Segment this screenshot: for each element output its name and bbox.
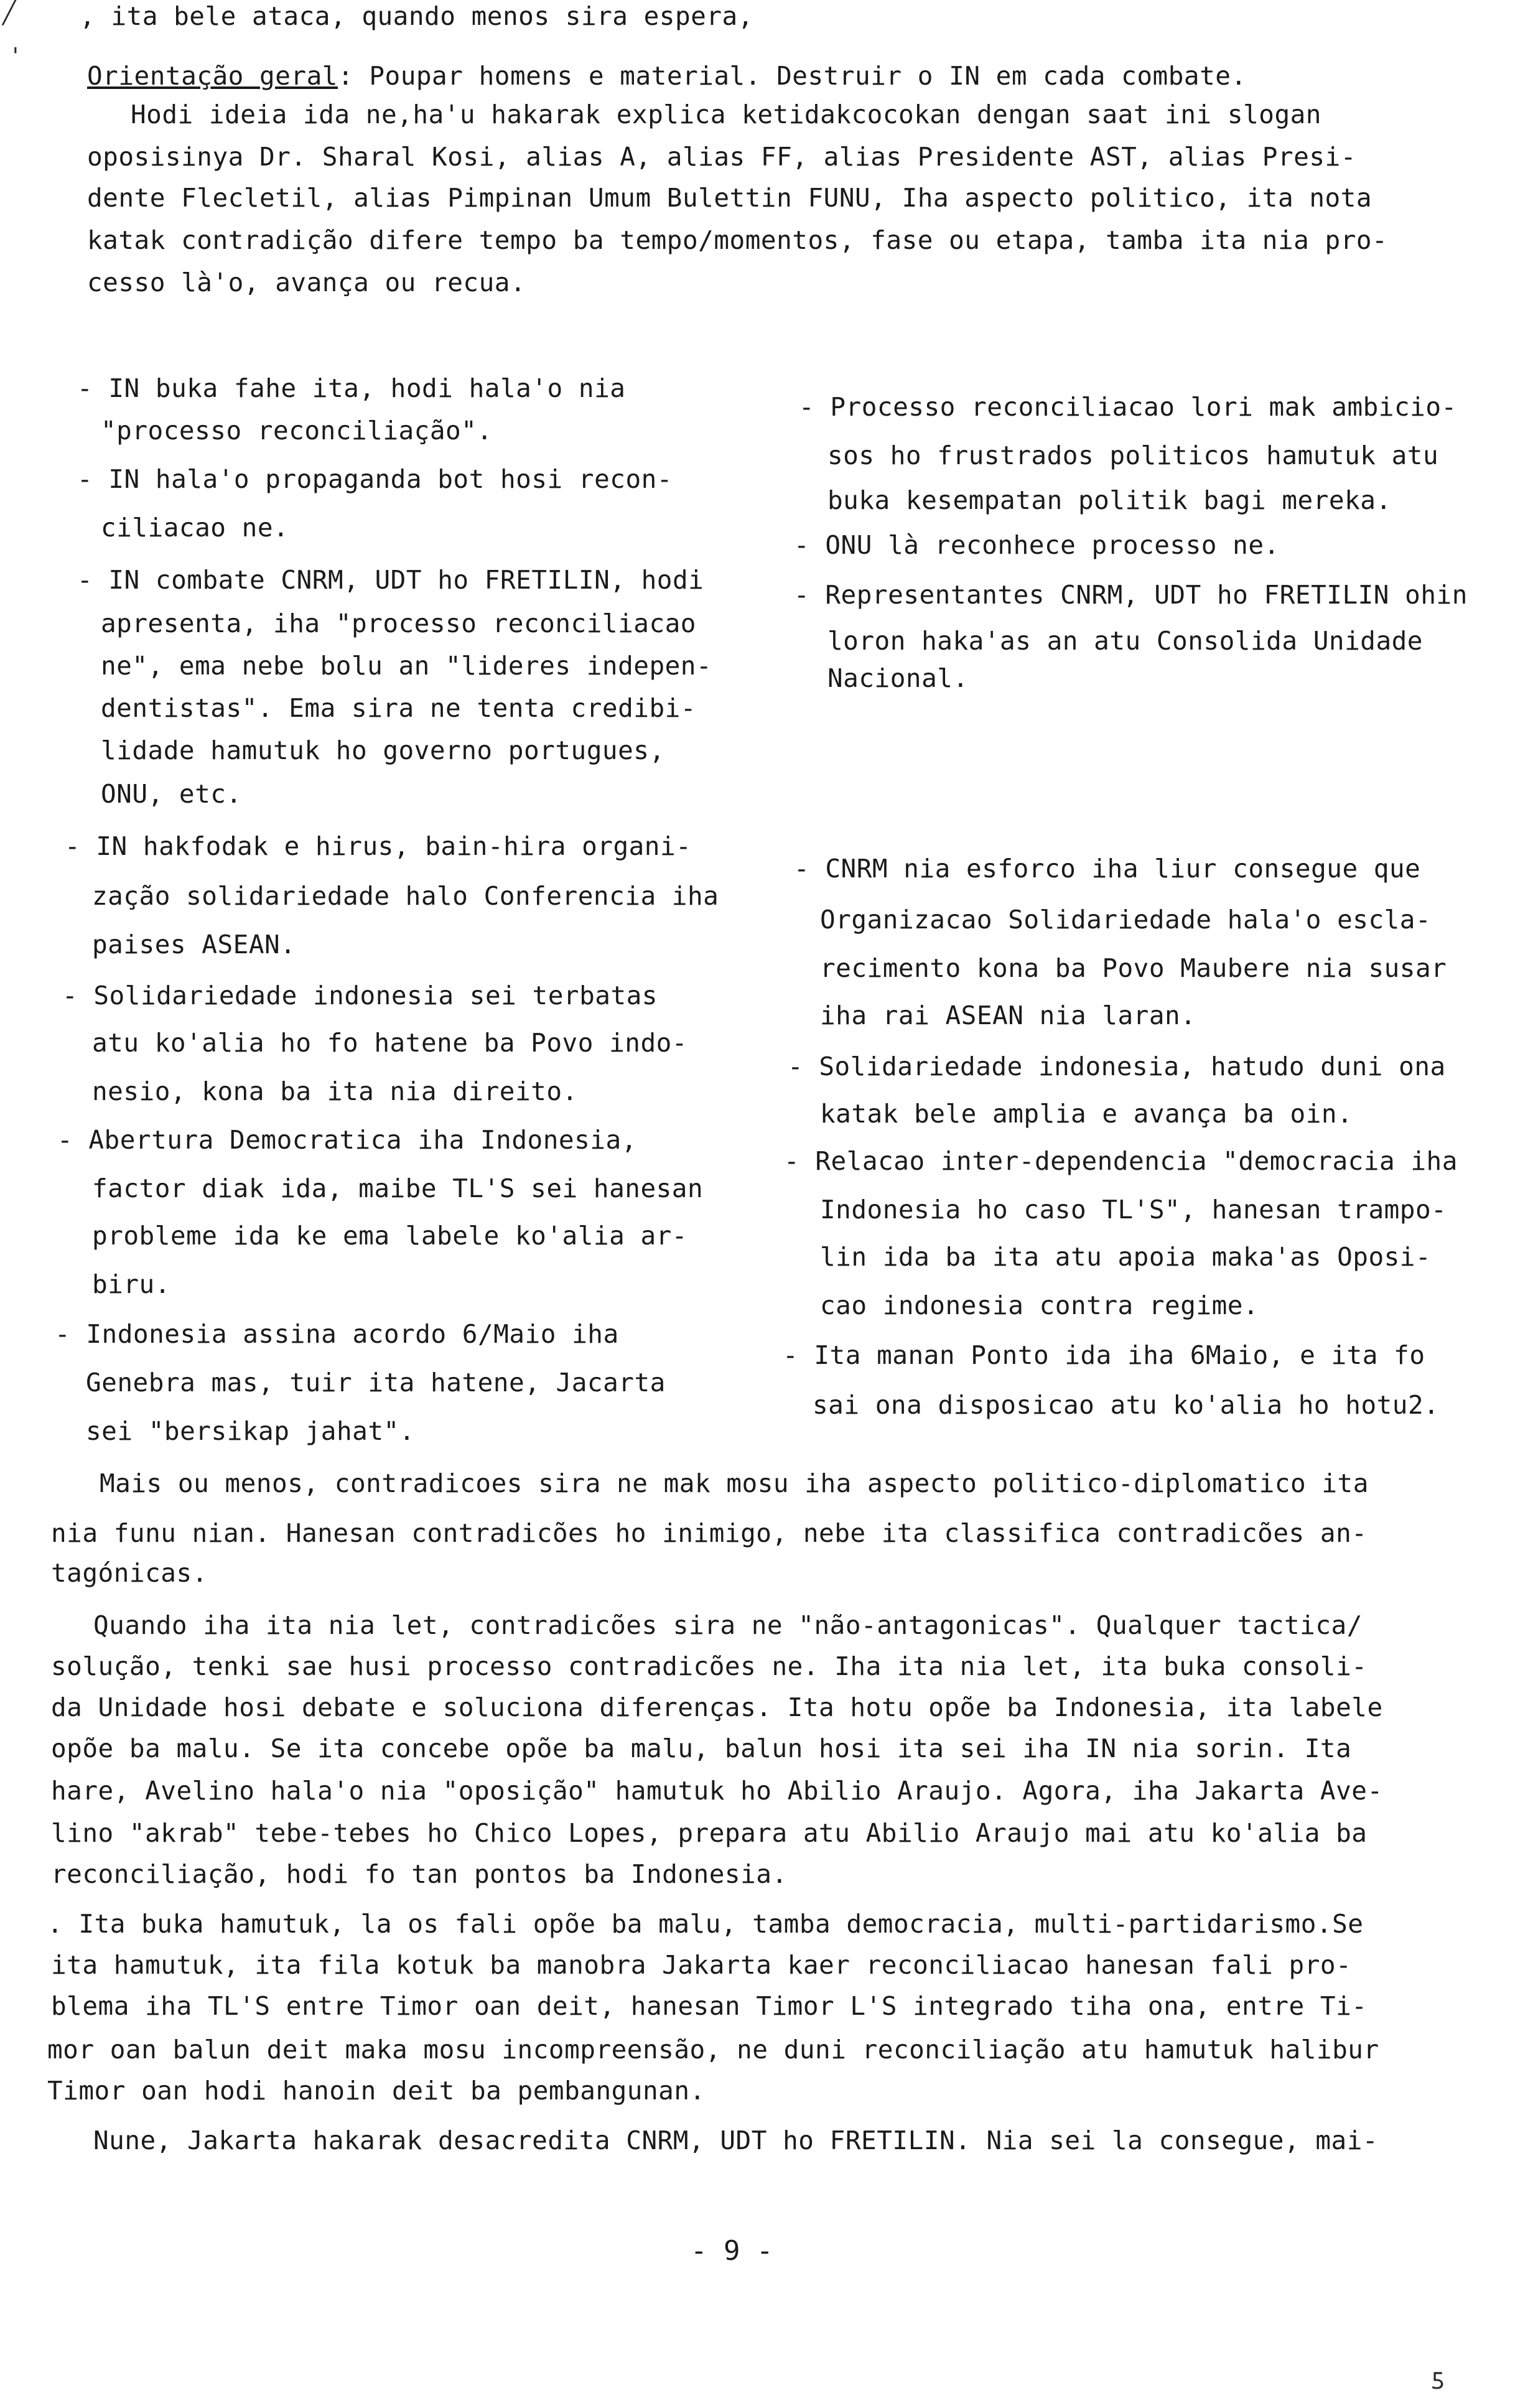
right-column-line: katak bele amplia e avança ba oin. <box>820 1099 1353 1129</box>
right-column-line: - Relacao inter-dependencia "democracia iha <box>784 1146 1458 1176</box>
left-column-line: Genebra mas, tuir ita hatene, Jacarta <box>86 1368 666 1398</box>
closing-line: mor oan balun deit maka mosu incompreensão, ne duni reconciliação atu hamutuk halibur <box>47 2035 1379 2065</box>
closing-line: Nune, Jakarta hakarak desacredita CNRM, UDT ho FRETILIN. Nia sei la consegue, mai- <box>93 2126 1379 2155</box>
left-column-line: ONU, etc. <box>101 779 242 809</box>
right-column-line: - Ita manan Ponto ida iha 6Maio, e ita fo <box>783 1340 1425 1370</box>
closing-line: blema iha TL'S entre Timor oan deit, hanesan Timor L'S integrado tiha ona, entre Ti- <box>51 1991 1368 2021</box>
left-column-line: - IN combate CNRM, UDT ho FRETILIN, hodi <box>77 565 704 595</box>
closing-line: Timor oan hodi hanoin deit ba pembangunan. <box>47 2076 706 2106</box>
left-column-line: lidade hamutuk ho governo portugues, <box>101 735 665 765</box>
right-column-line: recimento kona ba Povo Maubere nia susar <box>820 953 1447 983</box>
right-column-line: - Processo reconciliacao lori mak ambicio- <box>799 392 1457 422</box>
scan-mark: ƽ <box>1431 2364 1445 2390</box>
closing-line: solução, tenki sae husi processo contradicões ne. Iha ita nia let, ita buka consoli- <box>51 1651 1368 1681</box>
right-column-line: - ONU là reconhece processo ne. <box>794 530 1280 560</box>
scan-mark: ╱ <box>2 0 16 26</box>
left-column-line: - IN hala'o propaganda bot hosi recon- <box>77 464 673 494</box>
intro-line: cesso là'o, avança ou recua. <box>87 268 526 297</box>
intro-line: dente Flecletil, alias Pimpinan Umum Bulettin FUNU, Iha aspecto politico, ita nota <box>87 183 1372 213</box>
left-column-line: ne", ema nebe bolu an "lideres indepen- <box>101 651 712 681</box>
closing-line: ita hamutuk, ita fila kotuk ba manobra Jakarta kaer reconciliacao hanesan fali pro- <box>51 1950 1352 1980</box>
orientation-text: : Poupar homens e material. Destruir o IN em cada combate. <box>337 61 1247 91</box>
left-column-line: - Solidariedade indonesia sei terbatas <box>62 981 658 1010</box>
scan-mark: ' <box>9 44 22 69</box>
left-column-line: ciliacao ne. <box>101 513 289 543</box>
right-column-line: sos ho frustrados politicos hamutuk atu <box>827 441 1439 470</box>
intro-line: oposisinya Dr. Sharal Kosi, alias A, alias FF, alias Presidente AST, alias Presi- <box>87 142 1356 172</box>
right-column-line: Nacional. <box>827 663 969 693</box>
closing-line: opõe ba malu. Se ita concebe opõe ba malu, balun hosi ita sei iha IN nia sorin. Ita <box>51 1734 1352 1763</box>
intro-line: , ita bele ataca, quando menos sira espera, <box>80 1 753 31</box>
right-column-line: - Representantes CNRM, UDT ho FRETILIN ohin <box>794 580 1468 610</box>
left-column-line: paises ASEAN. <box>92 930 296 959</box>
left-column-line: probleme ida ke ema labele ko'alia ar- <box>92 1221 687 1251</box>
right-column-line: - Solidariedade indonesia, hatudo duni ona <box>788 1052 1446 1081</box>
left-column-line: zação solidariedade halo Conferencia iha <box>92 881 719 911</box>
left-column-line: biru. <box>92 1269 170 1299</box>
closing-line: Mais ou menos, contradicoes sira ne mak mosu iha aspecto politico-diplomatico ita <box>100 1468 1369 1498</box>
right-column-line: loron haka'as an atu Consolida Unidade <box>827 626 1423 656</box>
left-column-line: atu ko'alia ho fo hatene ba Povo indo- <box>92 1028 687 1058</box>
intro-line: Hodi ideia ida ne,ha'u hakarak explica ketidakcocokan dengan saat ini slogan <box>131 100 1321 129</box>
left-column-line: apresenta, iha "processo reconciliacao <box>101 609 696 638</box>
left-column-line: - IN hakfodak e hirus, bain-hira organi- <box>65 831 692 861</box>
closing-line: hare, Avelino hala'o nia "oposição" hamutuk ho Abilio Araujo. Agora, iha Jakarta Ave- <box>51 1776 1383 1806</box>
orientation-heading: Orientação geral <box>87 61 338 91</box>
closing-line: da Unidade hosi debate e soluciona diferenças. Ita hotu opõe ba Indonesia, ita labele <box>51 1692 1383 1722</box>
closing-line: Quando iha ita nia let, contradicões sira ne "não-antagonicas". Qualquer tactica/ <box>93 1610 1363 1640</box>
left-column-line: factor diak ida, maibe TL'S sei hanesan <box>92 1174 704 1203</box>
right-column-line: buka kesempatan politik bagi mereka. <box>827 485 1392 515</box>
left-column-line: sei "bersikap jahat". <box>86 1416 415 1446</box>
closing-line: reconciliação, hodi fo tan pontos ba Indonesia. <box>51 1859 788 1889</box>
right-column-line: - CNRM nia esforco iha liur consegue que <box>794 854 1421 884</box>
closing-line: lino "akrab" tebe-tebes ho Chico Lopes, prepara atu Abilio Araujo mai atu ko'alia ba <box>51 1818 1368 1848</box>
page-number: - 9 - <box>691 2235 773 2267</box>
left-column-line: - Abertura Democratica iha Indonesia, <box>57 1125 637 1155</box>
left-column-line: - Indonesia assina acordo 6/Maio iha <box>55 1319 619 1349</box>
closing-line: . Ita buka hamutuk, la os fali opõe ba malu, tamba democracia, multi-partidarismo.Se <box>47 1909 1364 1939</box>
right-column-line: sai ona disposicao atu ko'alia ho hotu2. <box>813 1390 1440 1420</box>
right-column-line: Indonesia ho caso TL'S", hanesan trampo- <box>820 1195 1447 1225</box>
right-column-line: lin ida ba ita atu apoia maka'as Oposi- <box>820 1242 1432 1272</box>
left-column-line: dentistas". Ema sira ne tenta credibi- <box>101 693 696 723</box>
left-column-line: - IN buka fahe ita, hodi hala'o nia <box>77 373 626 403</box>
closing-line: nia funu nian. Hanesan contradicões ho inimigo, nebe ita classifica contradicões an- <box>51 1518 1368 1548</box>
intro-line: katak contradição difere tempo ba tempo/momentos, fase ou etapa, tamba ita nia pro- <box>87 225 1388 255</box>
orientation-heading-line <box>87 60 1247 92</box>
closing-line: tagónicas. <box>51 1558 208 1588</box>
right-column-line: Organizacao Solidariedade hala'o escla- <box>820 905 1432 935</box>
left-column-line: "processo reconciliação". <box>101 416 493 446</box>
right-column-line: cao indonesia contra regime. <box>820 1290 1259 1320</box>
right-column-line: iha rai ASEAN nia laran. <box>820 1001 1196 1030</box>
left-column-line: nesio, kona ba ita nia direito. <box>92 1076 578 1106</box>
